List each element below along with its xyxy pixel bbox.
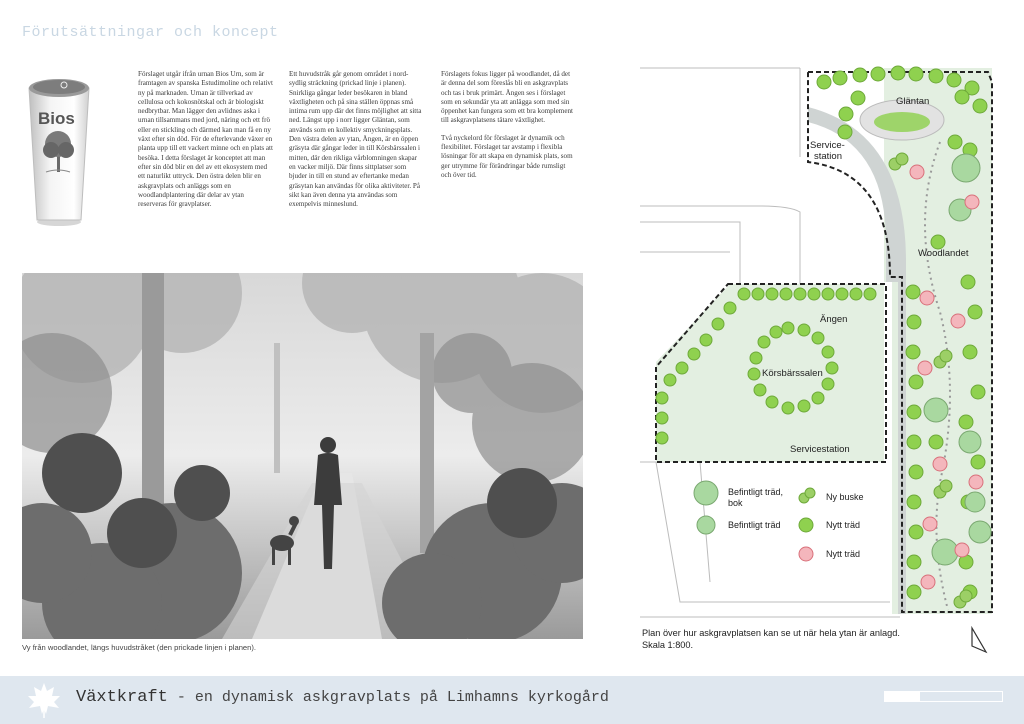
label-servicestation: Servicestation bbox=[790, 444, 850, 455]
plan-caption bbox=[642, 628, 900, 651]
footer-title-rest: - en dynamisk askgravplats på Limhamns kyrkogård bbox=[167, 689, 609, 706]
north-arrow-icon bbox=[968, 626, 990, 654]
plan-caption-line-2: Skala 1:800. bbox=[642, 639, 694, 650]
paragraph: Förslaget utgår ifrån urnan Bios Urn, som är framtagen av spanska Estudimoline och relativt ny på marknaden. Urnan är tillverkad av cellulosa och kokosnötskal och är biologiskt nedbrytbar. Man lägger den avlidnes aska i urnan tillsammans med jord, näring och ett frö eller en stickling och därmed kan man få en ny växt efter sin död. För de efterlevande växer en planta upp till ett vackert minne och en plats att besöka. I detta förslaget är konceptet att man efter sin död blir en del av ett ekosystem med ett naturlikt uttryck. Den östra delen blir en askgravplats och anläggs som en woodlandplantering där delar av ytan reserveras för gravplatser. bbox=[138, 70, 273, 209]
footer-title bbox=[76, 688, 609, 707]
page-title: Förutsättningar och koncept bbox=[22, 24, 279, 41]
label-service-station-top-2: station bbox=[814, 151, 842, 162]
legend-label-existing-tree: Befintligt träd bbox=[728, 520, 781, 530]
text-column-3 bbox=[441, 70, 577, 188]
footer-title-main: Växtkraft bbox=[76, 688, 168, 707]
text-column-1 bbox=[138, 70, 274, 217]
label-angen: Ängen bbox=[820, 314, 848, 325]
label-korsbarssalen: Körsbärssalen bbox=[762, 368, 823, 379]
legend-label-new-tree: Nytt träd bbox=[826, 520, 861, 530]
paragraph: Förslagets fokus ligger på woodlandet, då det är denna del som föreslås bli en askgravplats och tas i bruk primärt. Ängen ses i förslaget som en sekundär yta att anlägga som med sin öppenhet kan fungera som ett bra komplement till askgravplatsens tätare växtlighet. bbox=[441, 70, 573, 125]
page-progress-fill bbox=[885, 692, 920, 701]
legend-label-beech: Befintligt träd, bbox=[728, 487, 784, 497]
legend-label-new-cherry: Nytt träd bbox=[826, 549, 861, 559]
leaf-icon bbox=[26, 681, 62, 719]
plan-caption-line-1: Plan över hur askgravplatsen kan se ut när hela ytan är anlagd. bbox=[642, 628, 900, 638]
label-service-station-top: Service- bbox=[810, 140, 845, 151]
label-glantan: Gläntan bbox=[896, 96, 930, 107]
paragraph: Ett huvudstråk går genom området i nord-sydlig sträckning (prickad linje i planen). Snirkliga gångar leder besökaren in bland växtligheten och på sina ställen öppnas små intima rum upp där det finns möjlighet att sitta ned. Längst upp i norr ligger Gläntan, som används som en kollektiv smyckningsplats. Den västra delen av ytan, Ängen, är en öppen gräsyta där gångar leder in till Körsbärssalen i mitten, där den rikliga vårblomningen skapar en vacker miljö. Där finns sittplatser som bjuder in till en stund av eftertanke medan gräsytan kan användas för olika aktiviteter. På sikt kan även denna yta användas som exempelvis minneslund. bbox=[289, 70, 422, 209]
page-progress-bar bbox=[884, 691, 1003, 702]
photo-caption: Vy från woodlandet, längs huvudstråket (den prickade linjen i planen). bbox=[22, 643, 257, 652]
legend-label-beech-2: bok bbox=[728, 498, 743, 508]
label-woodlandet: Woodlandet bbox=[918, 248, 969, 259]
legend-label-new-shrub: Ny buske bbox=[826, 492, 864, 502]
bios-urn-image bbox=[24, 74, 94, 229]
woodland-photo bbox=[22, 273, 583, 639]
paragraph: Två nyckelord för förslaget är dynamik och flexibilitet. Förslaget tar avstamp i flexibla lösningar för att skapa en dynamisk plats, som ger utrymme för förändringar både rumsligt och över tid. bbox=[441, 133, 573, 179]
site-plan bbox=[640, 62, 1010, 619]
urn-logo-text: Bios bbox=[38, 109, 75, 128]
text-column-2 bbox=[289, 70, 425, 217]
